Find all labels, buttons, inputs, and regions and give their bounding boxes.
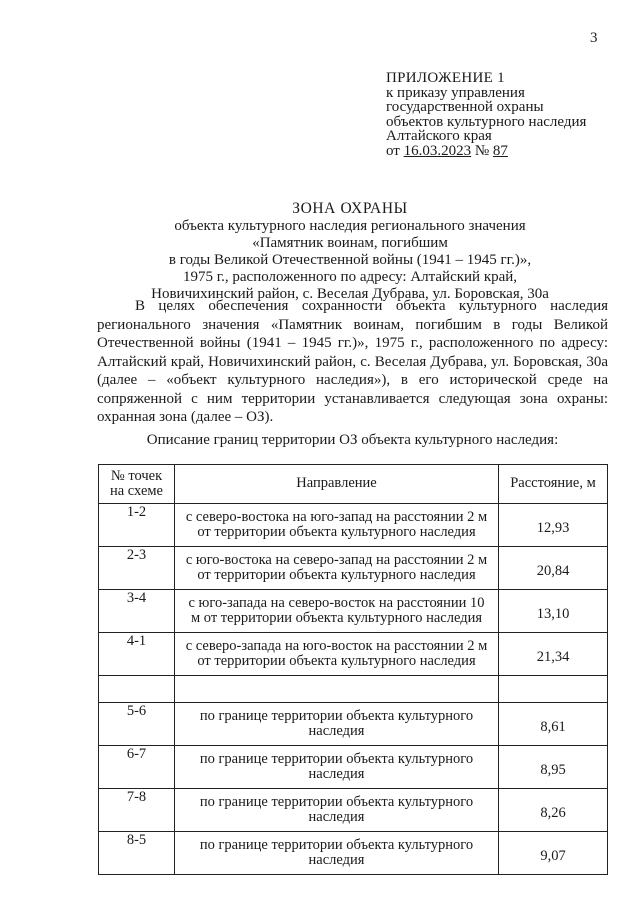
table-row: [99, 832, 608, 875]
cell-distance: 12,93: [499, 504, 608, 547]
cell-direction: [175, 746, 499, 789]
header-direction: Направление: [175, 465, 499, 504]
direction-line: м от территории объекта культурного наследия: [190, 610, 483, 626]
cell-distance: 8,26: [499, 789, 608, 832]
direction-line: с юго-востока на северо-запад на расстоянии 2 м: [185, 551, 488, 568]
direction-line: с юго-запада на северо-восток на расстоянии 10: [188, 594, 485, 611]
header-distance: Расстояние, м: [499, 465, 608, 504]
cell-direction: [175, 832, 499, 875]
title-line: «Памятник воинам, погибшим: [252, 235, 448, 251]
direction-line: наследия: [308, 852, 365, 868]
table-header-row: [99, 465, 608, 504]
cell-empty: [499, 676, 608, 703]
order-number-sign: №: [474, 142, 490, 159]
appendix-line: объектов культурного наследия: [386, 113, 587, 130]
title-heading: ЗОНА ОХРАНЫ: [292, 200, 408, 217]
cell-distance: 13,10: [499, 590, 608, 633]
header-points: [99, 465, 175, 504]
appendix-block: [386, 71, 586, 158]
table-row: [99, 547, 608, 590]
cell-direction: [175, 789, 499, 832]
table-row: [99, 789, 608, 832]
order-date: 16.03.2023: [403, 142, 472, 159]
direction-line: наследия: [308, 723, 365, 739]
direction-line: по границе территории объекта культурного: [199, 707, 474, 724]
cell-direction: [175, 633, 499, 676]
page-number: 3: [590, 30, 598, 46]
cell-direction: [175, 703, 499, 746]
cell-distance: 21,34: [499, 633, 608, 676]
cell-distance: 8,61: [499, 703, 608, 746]
cell-empty: [175, 676, 499, 703]
order-number: 87: [492, 142, 508, 159]
table-row: [99, 703, 608, 746]
boundary-table: [98, 464, 608, 875]
cell-points: 8-5: [99, 832, 175, 875]
direction-line: наследия: [308, 809, 365, 825]
cell-direction: [175, 590, 499, 633]
cell-points: 6-7: [99, 746, 175, 789]
direction-line: наследия: [308, 766, 365, 782]
direction-line: от территории объекта культурного наследия: [197, 567, 476, 583]
direction-line: по границе территории объекта культурного: [199, 793, 474, 810]
cell-distance: 20,84: [499, 547, 608, 590]
table-row: [99, 633, 608, 676]
cell-distance: 9,07: [499, 832, 608, 875]
cell-points: 5-6: [99, 703, 175, 746]
direction-line: от территории объекта культурного наследия: [197, 524, 476, 540]
order-prefix: от: [386, 142, 400, 159]
title-line: Новичихинский район, с. Веселая Дубрава, ул. Боровская, 30а: [151, 286, 549, 302]
header-points-line: № точек: [110, 467, 163, 484]
cell-points: 3-4: [99, 590, 175, 633]
header-points-line: на схеме: [109, 483, 163, 499]
cell-points: 4-1: [99, 633, 175, 676]
table-row: [99, 746, 608, 789]
document-title: [120, 200, 580, 303]
body-paragraph: В целях обеспечения сохранности объекта культурного наследия регионального значения «Памятник воинам, погибшим в годы Великой Отечественной войны (1941 – 1945 гг.)», 1975 г., расположенного по адресу: Алтайский край, Новичихинский район, с. Веселая Дубрава, ул. Боровская, 30а (далее – «объект культурного наследия»), в его исторической среде на сопряженной с ним территории устанавливается следующая зона охраны: охранная зона (далее – ОЗ).: [97, 298, 608, 425]
direction-line: по границе территории объекта культурного: [199, 750, 474, 767]
cell-direction: [175, 504, 499, 547]
cell-points: 2-3: [99, 547, 175, 590]
direction-line: с северо-запада на юго-восток на расстоянии 2 м: [185, 637, 488, 654]
title-line: в годы Великой Отечественной войны (1941 – 1945 гг.)»,: [168, 252, 532, 268]
appendix-heading: ПРИЛОЖЕНИЕ 1: [386, 70, 505, 86]
table-row: [99, 590, 608, 633]
appendix-line: государственной охраны: [386, 99, 544, 115]
title-line: 1975 г., расположенного по адресу: Алтайский край,: [182, 269, 518, 285]
table-blank-row: [99, 676, 608, 703]
appendix-line: к приказу управления: [386, 84, 525, 101]
table-caption: Описание границ территории ОЗ объекта культурного наследия:: [146, 432, 559, 448]
direction-line: по границе территории объекта культурного: [199, 836, 474, 853]
table-row: [99, 504, 608, 547]
direction-line: от территории объекта культурного наследия: [197, 653, 476, 669]
cell-empty: [99, 676, 175, 703]
order-line: [386, 144, 586, 159]
direction-line: с северо-востока на юго-запад на расстоянии 2 м: [185, 508, 488, 525]
cell-direction: [175, 547, 499, 590]
cell-points: 1-2: [99, 504, 175, 547]
title-line: объекта культурного наследия регионального значения: [174, 218, 526, 234]
cell-points: 7-8: [99, 789, 175, 832]
appendix-line: Алтайского края: [386, 128, 492, 144]
cell-distance: 8,95: [499, 746, 608, 789]
